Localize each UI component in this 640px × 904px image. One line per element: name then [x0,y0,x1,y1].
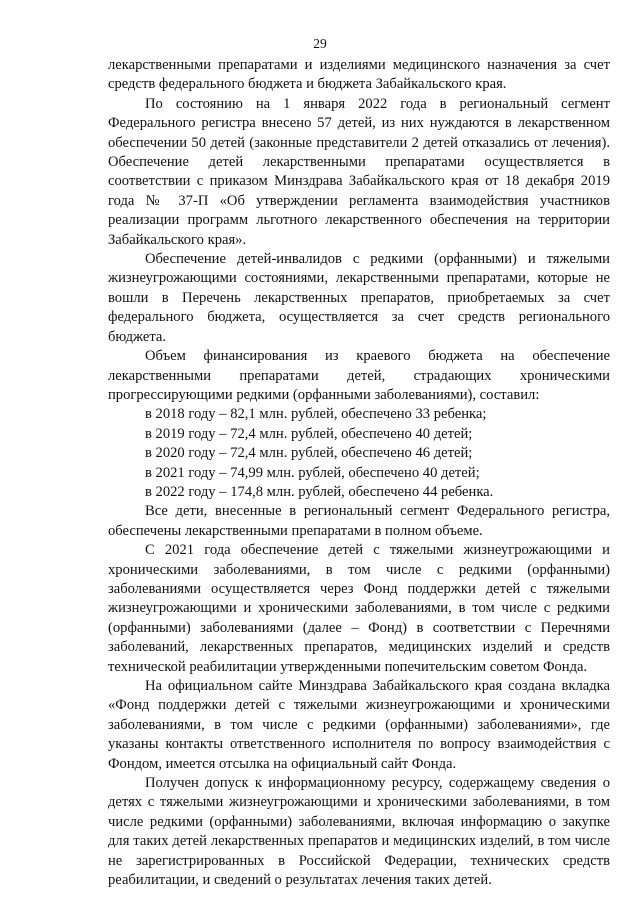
funding-list-item-2020: в 2020 году – 72,4 млн. рублей, обеспечено 46 детей; [145,445,473,462]
funding-list-item-2018: в 2018 году – 82,1 млн. рублей, обеспечено 33 ребенка; [145,406,487,423]
paragraph-continuation: лекарственными препаратами и изделиями медицинского назначения за счет средств федерального бюджета и бюджета Забайкальского края. [108,57,610,93]
document-body [108,56,610,890]
paragraph-disabled-children-provision: Обеспечение детей-инвалидов с редкими (орфанными) и тяжелыми жизнеугрожающими состояниями, лекарственными препаратами, которые не вошли в Перечень лекарственных препаратов, приобретаемых за счет федерального бюджета, осуществляется за счет средств регионального бюджета. [108,251,610,345]
paragraph-all-children-provided: Все дети, внесенные в региональный сегмент Федерального регистра, обеспечены лекарственными препаратами в полном объеме. [108,503,610,539]
paragraph-funding-volume: Объем финансирования из краевого бюджета на обеспечение лекарственными препаратами детей, страдающих хроническими прогрессирующими редкими (орфанными заболеваниями), составил: [108,348,610,403]
funding-list-item-2022: в 2022 году – 174,8 млн. рублей, обеспечено 44 ребенка. [145,483,494,500]
paragraph-registry-status: По состоянию на 1 января 2022 года в региональный сегмент Федерального регистра внесено 57 детей, из них нуждаются в лекарственном обеспечении 50 детей (законные представители 2 детей отказались от лечения). Обеспечение детей лекарственными препаратами осуществляется в соответствии с приказом Минздрава Забайкальского края от 18 декабря 2019 года № 37-П «Об утверждении регламента взаимодействия участников реализации программ льготного лекарственного обеспечения на территории Забайкальского края». [108,95,610,248]
funding-list-item-2021: в 2021 году – 74,99 млн. рублей, обеспечено 40 детей; [145,464,480,481]
paragraph-official-site-tab: На официальном сайте Минздрава Забайкальского края создана вкладка «Фонд поддержки детей с тяжелыми жизнеугрожающими и хроническими заболеваниями, в том числе с редкими (орфанными) заболеваниями», где указаны контакты ответственного исполнителя по вопросу взаимодействия с Фондом, имеется отсылка на официальный сайт Фонда. [108,678,610,772]
funding-list-item-2019: в 2019 году – 72,4 млн. рублей, обеспечено 40 детей; [145,425,473,442]
paragraph-information-resource-access: Получен допуск к информационному ресурсу, содержащему сведения о детях с тяжелыми жизнеугрожающими и хроническими заболеваниями, в том числе редкими (орфанными) заболеваниями, включая информацию о закупке для таких детей лекарственных препаратов и медицинских изделий, в том числе не зарегистрированных в Российской Федерации, технических средств реабилитации, и сведений о результатах лечения таких детей. [108,775,610,889]
page-number: 29 [313,36,327,51]
paragraph-fund-since-2021: С 2021 года обеспечение детей с тяжелыми жизнеугрожающими и хроническими заболеваниями, в том числе с редкими (орфанными) заболеваниями осуществляется через Фонд поддержки детей с тяжелыми жизнеугрожающими и хроническими заболеваниями, в том числе с редкими (орфанными) заболеваниями (далее – Фонд) в соответствии с Перечнями заболеваний, лекарственных препаратов, медицинских изделий и средств технической реабилитации утвержденными попечительским советом Фонда. [108,542,610,675]
